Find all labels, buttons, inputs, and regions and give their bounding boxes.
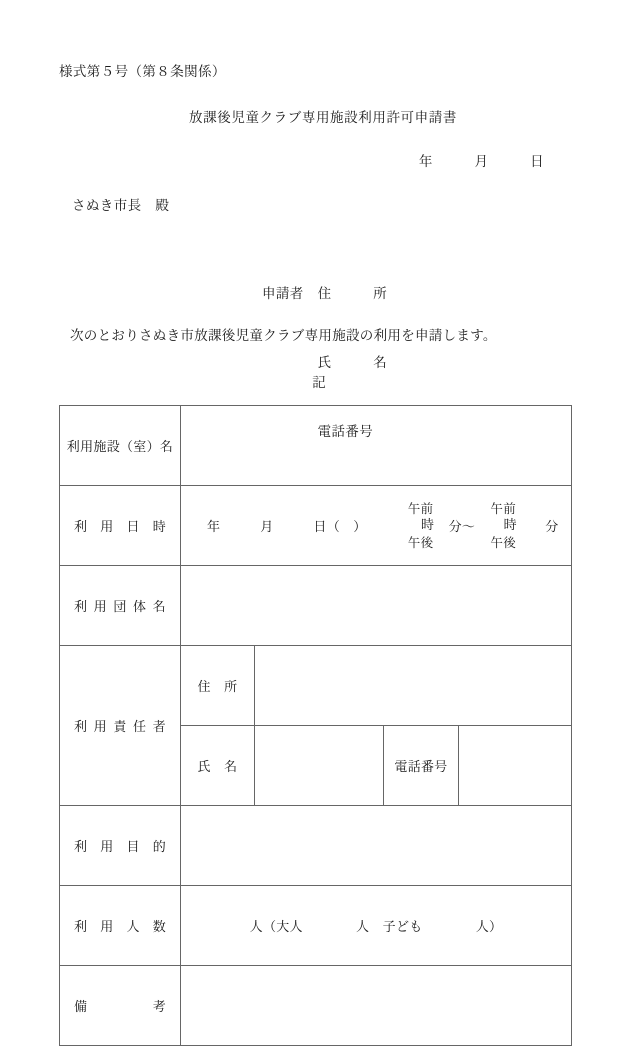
table-row-facility bbox=[60, 406, 572, 486]
purpose-label: 利用目的 bbox=[74, 840, 166, 855]
responsible-name-value-cell[interactable] bbox=[255, 726, 384, 806]
datetime-end-hour: 時 bbox=[503, 518, 517, 533]
responsible-label-cell bbox=[60, 646, 181, 806]
remarks-value-cell[interactable] bbox=[181, 966, 572, 1046]
table-row-remarks bbox=[60, 966, 572, 1046]
datetime-end-am: 午前 bbox=[490, 501, 517, 516]
headcount-value-cell[interactable]: 人（大人 人 子ども 人） bbox=[181, 886, 572, 966]
remarks-label-cell bbox=[60, 966, 181, 1046]
ki-marker: 記 bbox=[312, 375, 326, 391]
table-row-responsible-address bbox=[60, 646, 572, 726]
addressee: さぬき市長 殿 bbox=[72, 198, 170, 214]
group-name-label-cell bbox=[60, 566, 181, 646]
facility-label: 利用施設（室）名 bbox=[66, 440, 174, 455]
datetime-start-hour: 時 bbox=[420, 518, 435, 533]
group-name-label: 利用団体名 bbox=[74, 600, 166, 615]
responsible-phone-label-cell bbox=[384, 726, 459, 806]
applicant-name-row: 氏 名 bbox=[262, 355, 388, 371]
responsible-address-label: 住 所 bbox=[197, 680, 238, 695]
responsible-address-value-cell[interactable] bbox=[255, 646, 572, 726]
table-row-headcount bbox=[60, 886, 572, 966]
page-title: 放課後児童クラブ専用施設利用許可申請書 bbox=[189, 110, 457, 126]
datetime-value-cell[interactable] bbox=[181, 486, 572, 566]
responsible-phone-value-cell[interactable] bbox=[459, 726, 572, 806]
datetime-end-pm: 午後 bbox=[490, 535, 517, 550]
responsible-phone-label: 電話番号 bbox=[394, 760, 448, 775]
table-row-purpose bbox=[60, 806, 572, 886]
responsible-name-label-cell bbox=[181, 726, 255, 806]
responsible-label: 利用責任者 bbox=[74, 720, 166, 735]
responsible-address-label-cell bbox=[181, 646, 255, 726]
datetime-ymd: 年 月 日（ ） bbox=[207, 520, 367, 535]
datetime-end-minute: 分 bbox=[545, 520, 559, 535]
facility-label-cell bbox=[60, 406, 181, 486]
datetime-start-group bbox=[397, 500, 445, 551]
headcount-label: 利用人数 bbox=[74, 920, 166, 935]
datetime-label: 利用日時 bbox=[74, 520, 166, 535]
form-number: 様式第５号（第８条関係） bbox=[59, 64, 226, 80]
table-row-datetime bbox=[60, 486, 572, 566]
purpose-value-cell[interactable] bbox=[181, 806, 572, 886]
applicant-phone-row: 電話番号 bbox=[262, 424, 374, 440]
table-row-group-name bbox=[60, 566, 572, 646]
date-line: 年 月 日 bbox=[418, 154, 544, 170]
headcount-label-cell bbox=[60, 886, 181, 966]
datetime-label-cell bbox=[60, 486, 181, 566]
facility-value-cell[interactable] bbox=[181, 406, 572, 486]
body-sentence: 次のとおりさぬき市放課後児童クラブ専用施設の利用を申請します。 bbox=[70, 328, 497, 344]
datetime-end-group bbox=[479, 500, 527, 551]
applicant-address-row: 申請者 住 所 bbox=[262, 286, 388, 302]
application-table bbox=[59, 405, 572, 1046]
datetime-separator: 分～ bbox=[448, 520, 476, 535]
responsible-name-label: 氏 名 bbox=[197, 760, 238, 775]
group-name-value-cell[interactable] bbox=[181, 566, 572, 646]
datetime-start-pm: 午後 bbox=[407, 535, 434, 550]
datetime-start-am: 午前 bbox=[407, 501, 434, 516]
purpose-label-cell bbox=[60, 806, 181, 886]
remarks-label: 備考 bbox=[74, 1000, 166, 1015]
datetime-inner bbox=[181, 500, 571, 551]
